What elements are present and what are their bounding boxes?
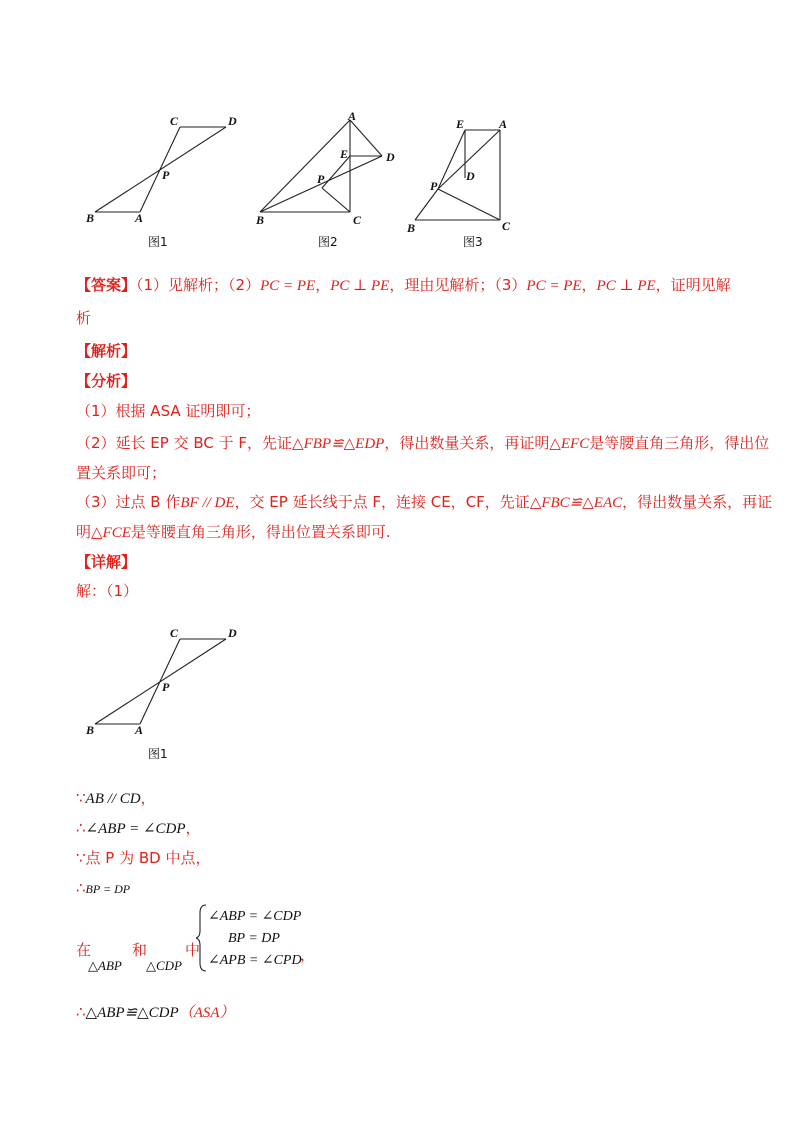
answer-line-2: 析 [76,309,92,327]
therefore-symbol: ∴ [76,819,86,837]
proof-2-math: ∠ABP = ∠CDP [85,821,186,837]
answer-part3: ，证明见解 [655,276,731,294]
triangle-cdp: △CDP [146,958,182,973]
label-E: E [456,117,465,131]
proof-step-1 [76,788,156,809]
proof-step-2 [76,818,201,839]
analysis-5-math: △FCE [91,525,131,541]
figure-1-repeat-caption: 图1 [148,747,168,761]
solution-start: 解：（1） [76,582,139,600]
system-end: ， [300,946,316,964]
label-A: A [135,723,144,737]
label-C: C [353,213,362,227]
proof-1-math: AB // CD [85,791,141,807]
label-E: E [340,147,349,161]
label-B: B [86,211,95,225]
fenxi-tag: 【分析】 [76,372,137,390]
figure-2 [250,108,410,253]
label-C: C [170,626,179,640]
answer-math-2: PC ⊥ PE [330,278,390,294]
because-symbol: ∵ [76,789,86,807]
label-D: D [386,150,395,164]
analysis-2-math: △FBP≌△EDP [292,436,385,452]
label-P: P [430,179,438,193]
answer-sep-2: ， [581,276,597,294]
figure-1-caption: 图1 [148,235,168,249]
figure-2-caption: 图2 [318,235,338,249]
figure-1-drawing [80,108,250,253]
analysis-4c: ，得出数量关系，再证 [622,493,773,511]
figure-2-drawing [250,108,410,253]
analysis-4a: （3）过点 B 作 [76,493,181,511]
figure-3-drawing [400,108,520,253]
answer-part1: （1）见解析；（2） [136,276,261,294]
analysis-line-3: 置关系即可； [76,464,167,482]
figure-1 [80,108,250,253]
proof-5-reason: （ASA） [178,1005,235,1021]
label-A: A [348,109,357,123]
analysis-5b: 是等腰直角三角形，得出位置关系即可. [130,523,391,541]
label-B: B [256,213,265,227]
proof-conclusion [76,1002,235,1023]
label-D: D [228,114,237,128]
brace-icon [196,903,208,973]
analysis-2b: ，得出数量关系，再证明 [384,434,550,452]
label-D: D [228,626,237,640]
answer-part2: ，理由见解析；（3） [389,276,527,294]
label-A: A [135,211,144,225]
triangle-abp: △ABP [88,958,122,973]
label-A: A [499,117,508,131]
label-B: B [86,723,95,737]
answer-line [76,275,731,296]
he: 和 [132,941,148,959]
analysis-2-math-2: △EFC [549,436,590,452]
answer-math-4: PC ⊥ PE [596,278,656,294]
label-P: P [162,680,170,694]
proof-2-end: ， [185,819,201,837]
proof-step-4 [76,878,130,899]
analysis-4-math: BF // DE [180,495,235,511]
proof-1-end: ， [140,789,156,807]
system-brace [196,903,208,978]
label-P: P [317,172,325,186]
zai: 在 [76,941,92,959]
analysis-line-2 [76,433,769,454]
answer-math-3: PC = PE [526,278,582,294]
answer-tag: 【答案】 [76,276,137,294]
proof-4-math: BP = DP [85,882,131,896]
analysis-2a: （2）延长 EP 交 BC 于 F，先证 [76,434,293,452]
figure-1-repeat [80,620,250,768]
label-C: C [170,114,179,128]
analysis-tag: 【解析】 [76,342,137,360]
analysis-line-1: （1）根据 ASA 证明即可； [76,402,261,420]
therefore-symbol: ∴ [76,1003,86,1021]
detail-tag: 【详解】 [76,553,137,571]
analysis-5a: 明 [76,523,92,541]
zhong: 中 [185,941,201,959]
system-eq-1: ∠ABP = ∠CDP [208,909,302,924]
label-C: C [502,219,511,233]
figure-3 [400,108,520,253]
therefore-symbol: ∴ [76,879,86,897]
system-eq-3: ∠APB = ∠CPD [208,953,302,968]
figure-3-caption: 图3 [463,235,483,249]
label-P: P [162,168,170,182]
analysis-4b: ，交 EP 延长线于点 F，连接 CE，CF，先证 [234,493,530,511]
figure-1-repeat-drawing [80,620,250,768]
proof-5-math: △ABP≌△CDP [85,1005,179,1021]
answer-math-1: PC = PE [260,278,316,294]
analysis-4-math-2: △FBC≌△EAC [529,495,623,511]
system-eq-2: BP = DP [228,931,280,946]
answer-sep-1: ， [315,276,331,294]
analysis-line-4 [76,492,772,513]
label-D: D [466,169,475,183]
analysis-2c: 是等腰直角三角形，得出位 [589,434,770,452]
proof-step-3: ∵点 P 为 BD 中点， [76,849,211,867]
analysis-line-5 [76,522,391,543]
label-B: B [407,221,416,235]
